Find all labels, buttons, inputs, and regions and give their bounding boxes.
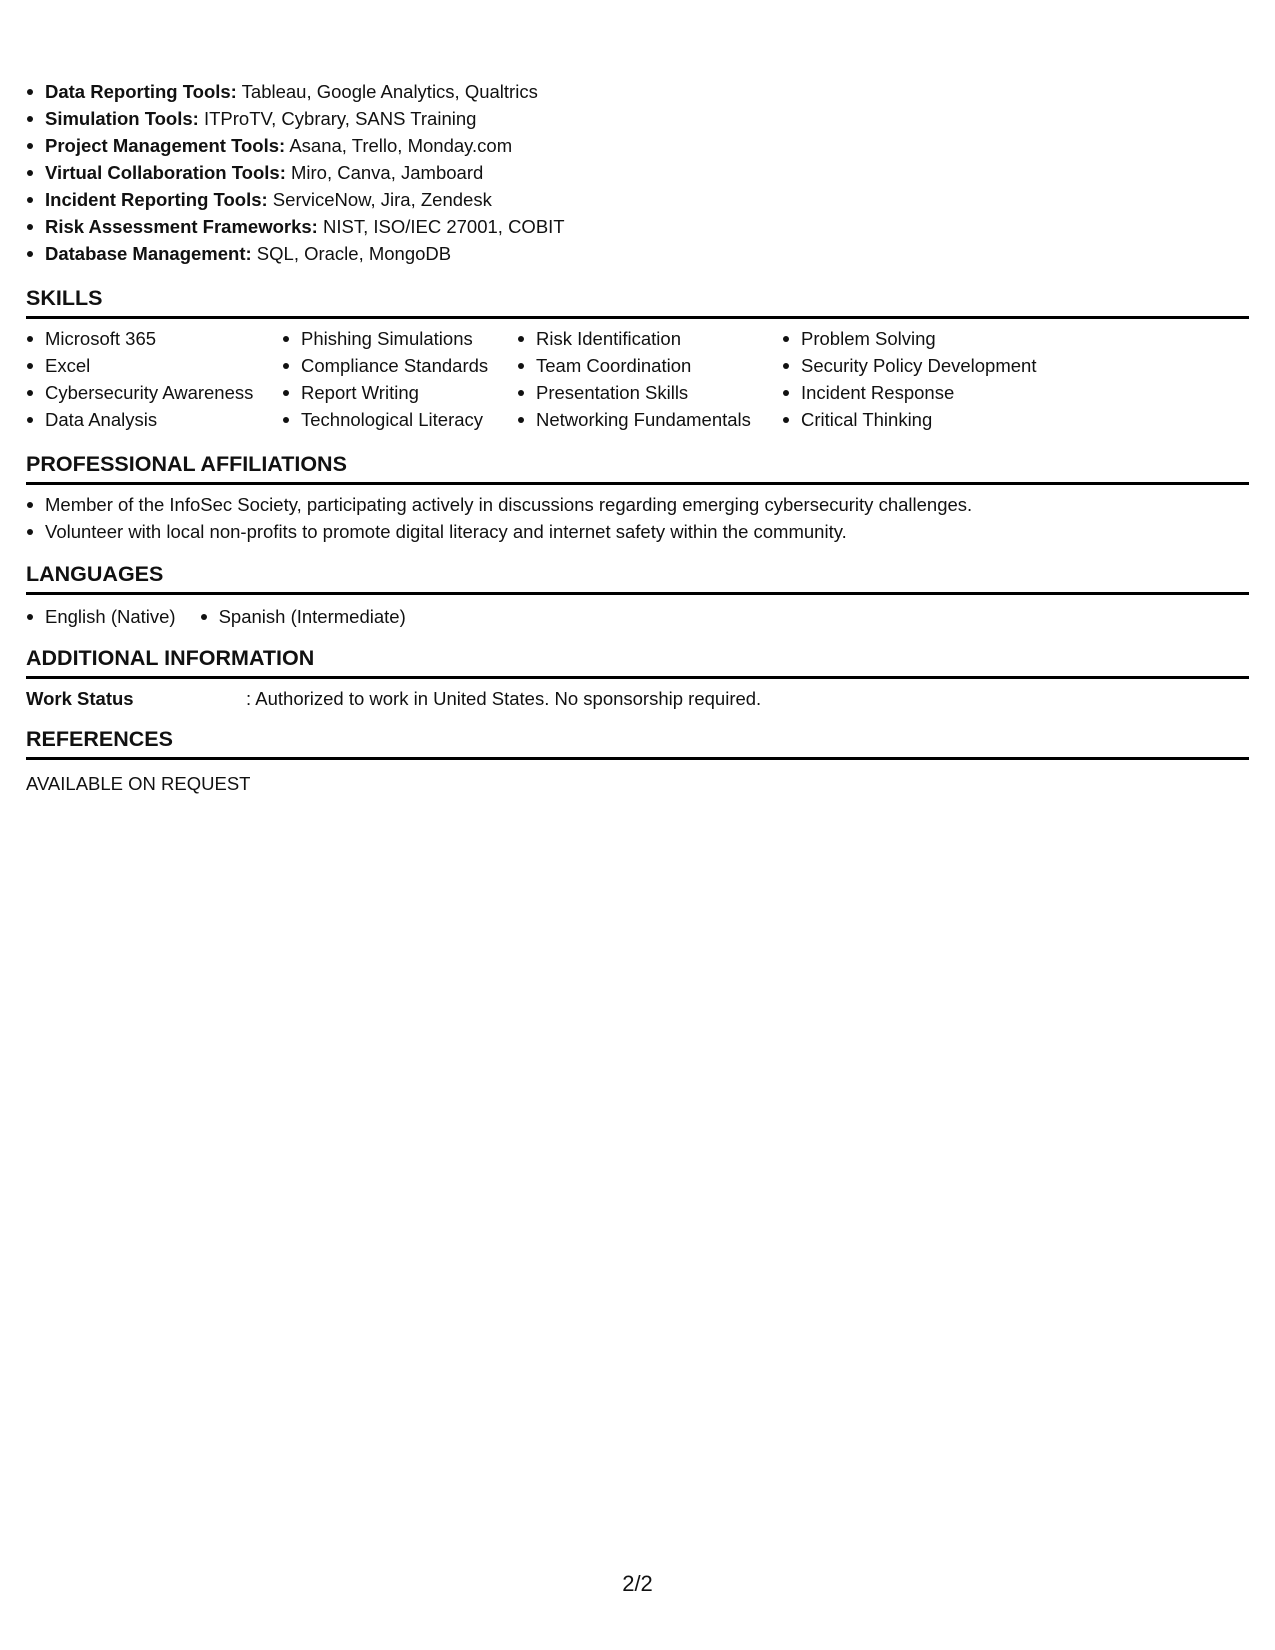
work-status-value: : Authorized to work in United States. No sponsorship required. bbox=[246, 688, 762, 709]
tool-category-label: Risk Assessment Frameworks: bbox=[45, 216, 318, 237]
skill-item: Incident Response bbox=[782, 379, 1036, 406]
skill-item: Data Analysis bbox=[26, 406, 253, 433]
tool-category-label: Simulation Tools: bbox=[45, 108, 199, 129]
skill-item: Presentation Skills bbox=[517, 379, 751, 406]
skill-item: Microsoft 365 bbox=[26, 325, 253, 352]
language-item: English (Native) bbox=[26, 603, 176, 630]
skill-item: Technological Literacy bbox=[282, 406, 488, 433]
tool-category-value: Tableau, Google Analytics, Qualtrics bbox=[236, 81, 538, 102]
skill-item: Team Coordination bbox=[517, 352, 751, 379]
list-item bbox=[26, 159, 565, 186]
list-item bbox=[26, 132, 565, 159]
list-item bbox=[26, 105, 565, 132]
languages-heading: LANGUAGES bbox=[26, 561, 1249, 595]
skill-item: Compliance Standards bbox=[282, 352, 488, 379]
skills-column bbox=[26, 325, 253, 433]
tool-category-label: Data Reporting Tools: bbox=[45, 81, 237, 102]
skill-item: Phishing Simulations bbox=[282, 325, 488, 352]
list-item: Volunteer with local non-profits to promote digital literacy and internet safety within the community. bbox=[26, 518, 972, 545]
skills-column bbox=[782, 325, 1036, 433]
skill-item: Cybersecurity Awareness bbox=[26, 379, 253, 406]
additional-info-heading: ADDITIONAL INFORMATION bbox=[26, 645, 1249, 679]
skill-item: Risk Identification bbox=[517, 325, 751, 352]
list-item: Member of the InfoSec Society, participating actively in discussions regarding emerging cybersecurity challenges. bbox=[26, 491, 972, 518]
list-item bbox=[26, 186, 565, 213]
page-number: 2/2 bbox=[622, 1571, 653, 1596]
tool-category-value: SQL, Oracle, MongoDB bbox=[251, 243, 452, 264]
references-text: AVAILABLE ON REQUEST bbox=[26, 773, 251, 794]
tools-list bbox=[26, 78, 565, 267]
skill-item: Report Writing bbox=[282, 379, 488, 406]
skills-column bbox=[282, 325, 488, 433]
affiliations-heading: PROFESSIONAL AFFILIATIONS bbox=[26, 451, 1249, 485]
language-item: Spanish (Intermediate) bbox=[200, 603, 406, 630]
list-item bbox=[26, 213, 565, 240]
references-heading: REFERENCES bbox=[26, 726, 1249, 760]
work-status-label: Work Status bbox=[26, 688, 134, 709]
tool-category-value: ServiceNow, Jira, Zendesk bbox=[267, 189, 492, 210]
skill-item: Critical Thinking bbox=[782, 406, 1036, 433]
list-item bbox=[26, 240, 565, 267]
skills-heading: SKILLS bbox=[26, 285, 1249, 319]
tool-category-value: Miro, Canva, Jamboard bbox=[285, 162, 484, 183]
skill-item: Excel bbox=[26, 352, 253, 379]
tool-category-label: Project Management Tools: bbox=[45, 135, 286, 156]
affiliations-list bbox=[26, 491, 972, 545]
list-item bbox=[26, 78, 565, 105]
languages-list bbox=[26, 603, 430, 630]
skill-item: Networking Fundamentals bbox=[517, 406, 751, 433]
tool-category-value: Asana, Trello, Monday.com bbox=[285, 135, 513, 156]
skill-item: Problem Solving bbox=[782, 325, 1036, 352]
tool-category-label: Incident Reporting Tools: bbox=[45, 189, 268, 210]
skill-item: Security Policy Development bbox=[782, 352, 1036, 379]
tool-category-label: Database Management: bbox=[45, 243, 252, 264]
tool-category-value: ITProTV, Cybrary, SANS Training bbox=[198, 108, 477, 129]
skills-column bbox=[517, 325, 751, 433]
tool-category-label: Virtual Collaboration Tools: bbox=[45, 162, 286, 183]
tool-category-value: NIST, ISO/IEC 27001, COBIT bbox=[317, 216, 565, 237]
